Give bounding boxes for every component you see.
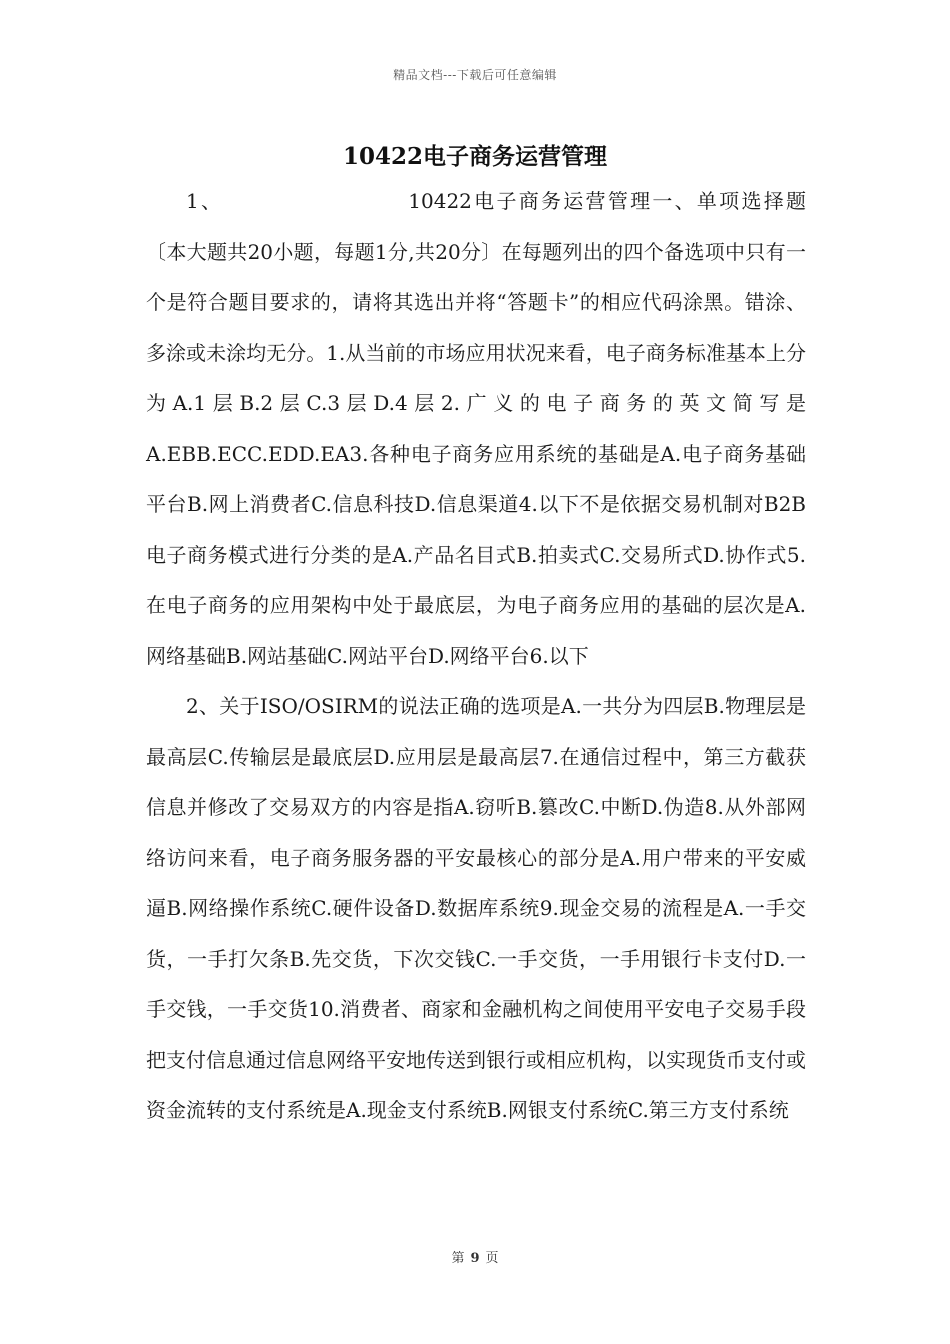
page-footer	[0, 1247, 950, 1266]
paragraph-1	[146, 176, 806, 681]
paragraph-1-text: 10422电子商务运营管理一、单项选择题〔本大题共20小题，每题1分,共20分〕在每题列出的四个备选项中只有一个是符合题目要求的，请将其选出并将“答题卡”的相应代码涂黑。错涂、多涂或未涂均无分。1.从当前的市场应用状况来看，电子商务标准基本上分为A.1层B.2层C.3层D.4层2.广义的电子商务的英文简写是A.EBB.ECC.EDD.EA3.各种电子商务应用系统的基础是A.电子商务基础平台B.网上消费者C.信息科技D.信息渠道4.以下不是依据交易机制对B2B电子商务模式进行分类的是A.产品名目式B.拍卖式C.交易所式D.协作式5.在电子商务的应用架构中处于最底层，为电子商务应用的基础的层次是A.网络基础B.网站基础C.网站平台D.网络平台6.以下	[146, 189, 806, 668]
page-number: 9	[470, 1251, 480, 1266]
document-title: 10422电子商务运营管理	[342, 143, 608, 170]
header-note: 精品文档---下载后可任意编辑	[393, 68, 557, 82]
footer-suffix: 页	[485, 1251, 499, 1266]
paragraph-2	[146, 681, 806, 1136]
paragraph-1-number: 1、	[186, 189, 224, 213]
paragraph-2-text: 2、关于ISO/OSIRM的说法正确的选项是A.一共分为四层B.物理层是最高层C.传输层是最底层D.应用层是最高层7.在通信过程中，第三方截获信息并修改了交易双方的内容是指A.窃听B.篡改C.中断D.伪造8.从外部网络访问来看，电子商务服务器的平安最核心的部分是A.用户带来的平安威逼B.网络操作系统C.硬件设备D.数据库系统9.现金交易的流程是A.一手交货，一手打欠条B.先交货，下次交钱C.一手交货，一手用银行卡支付D.一手交钱，一手交货10.消费者、商家和金融机构之间使用平安电子交易手段把支付信息通过信息网络平安地传送到银行或相应机构，以实现货币支付或资金流转的支付系统是A.现金支付系统B.网银支付系统C.第三方支付系统	[146, 694, 806, 1122]
document-body	[146, 176, 806, 1136]
footer-prefix: 第	[451, 1251, 465, 1266]
